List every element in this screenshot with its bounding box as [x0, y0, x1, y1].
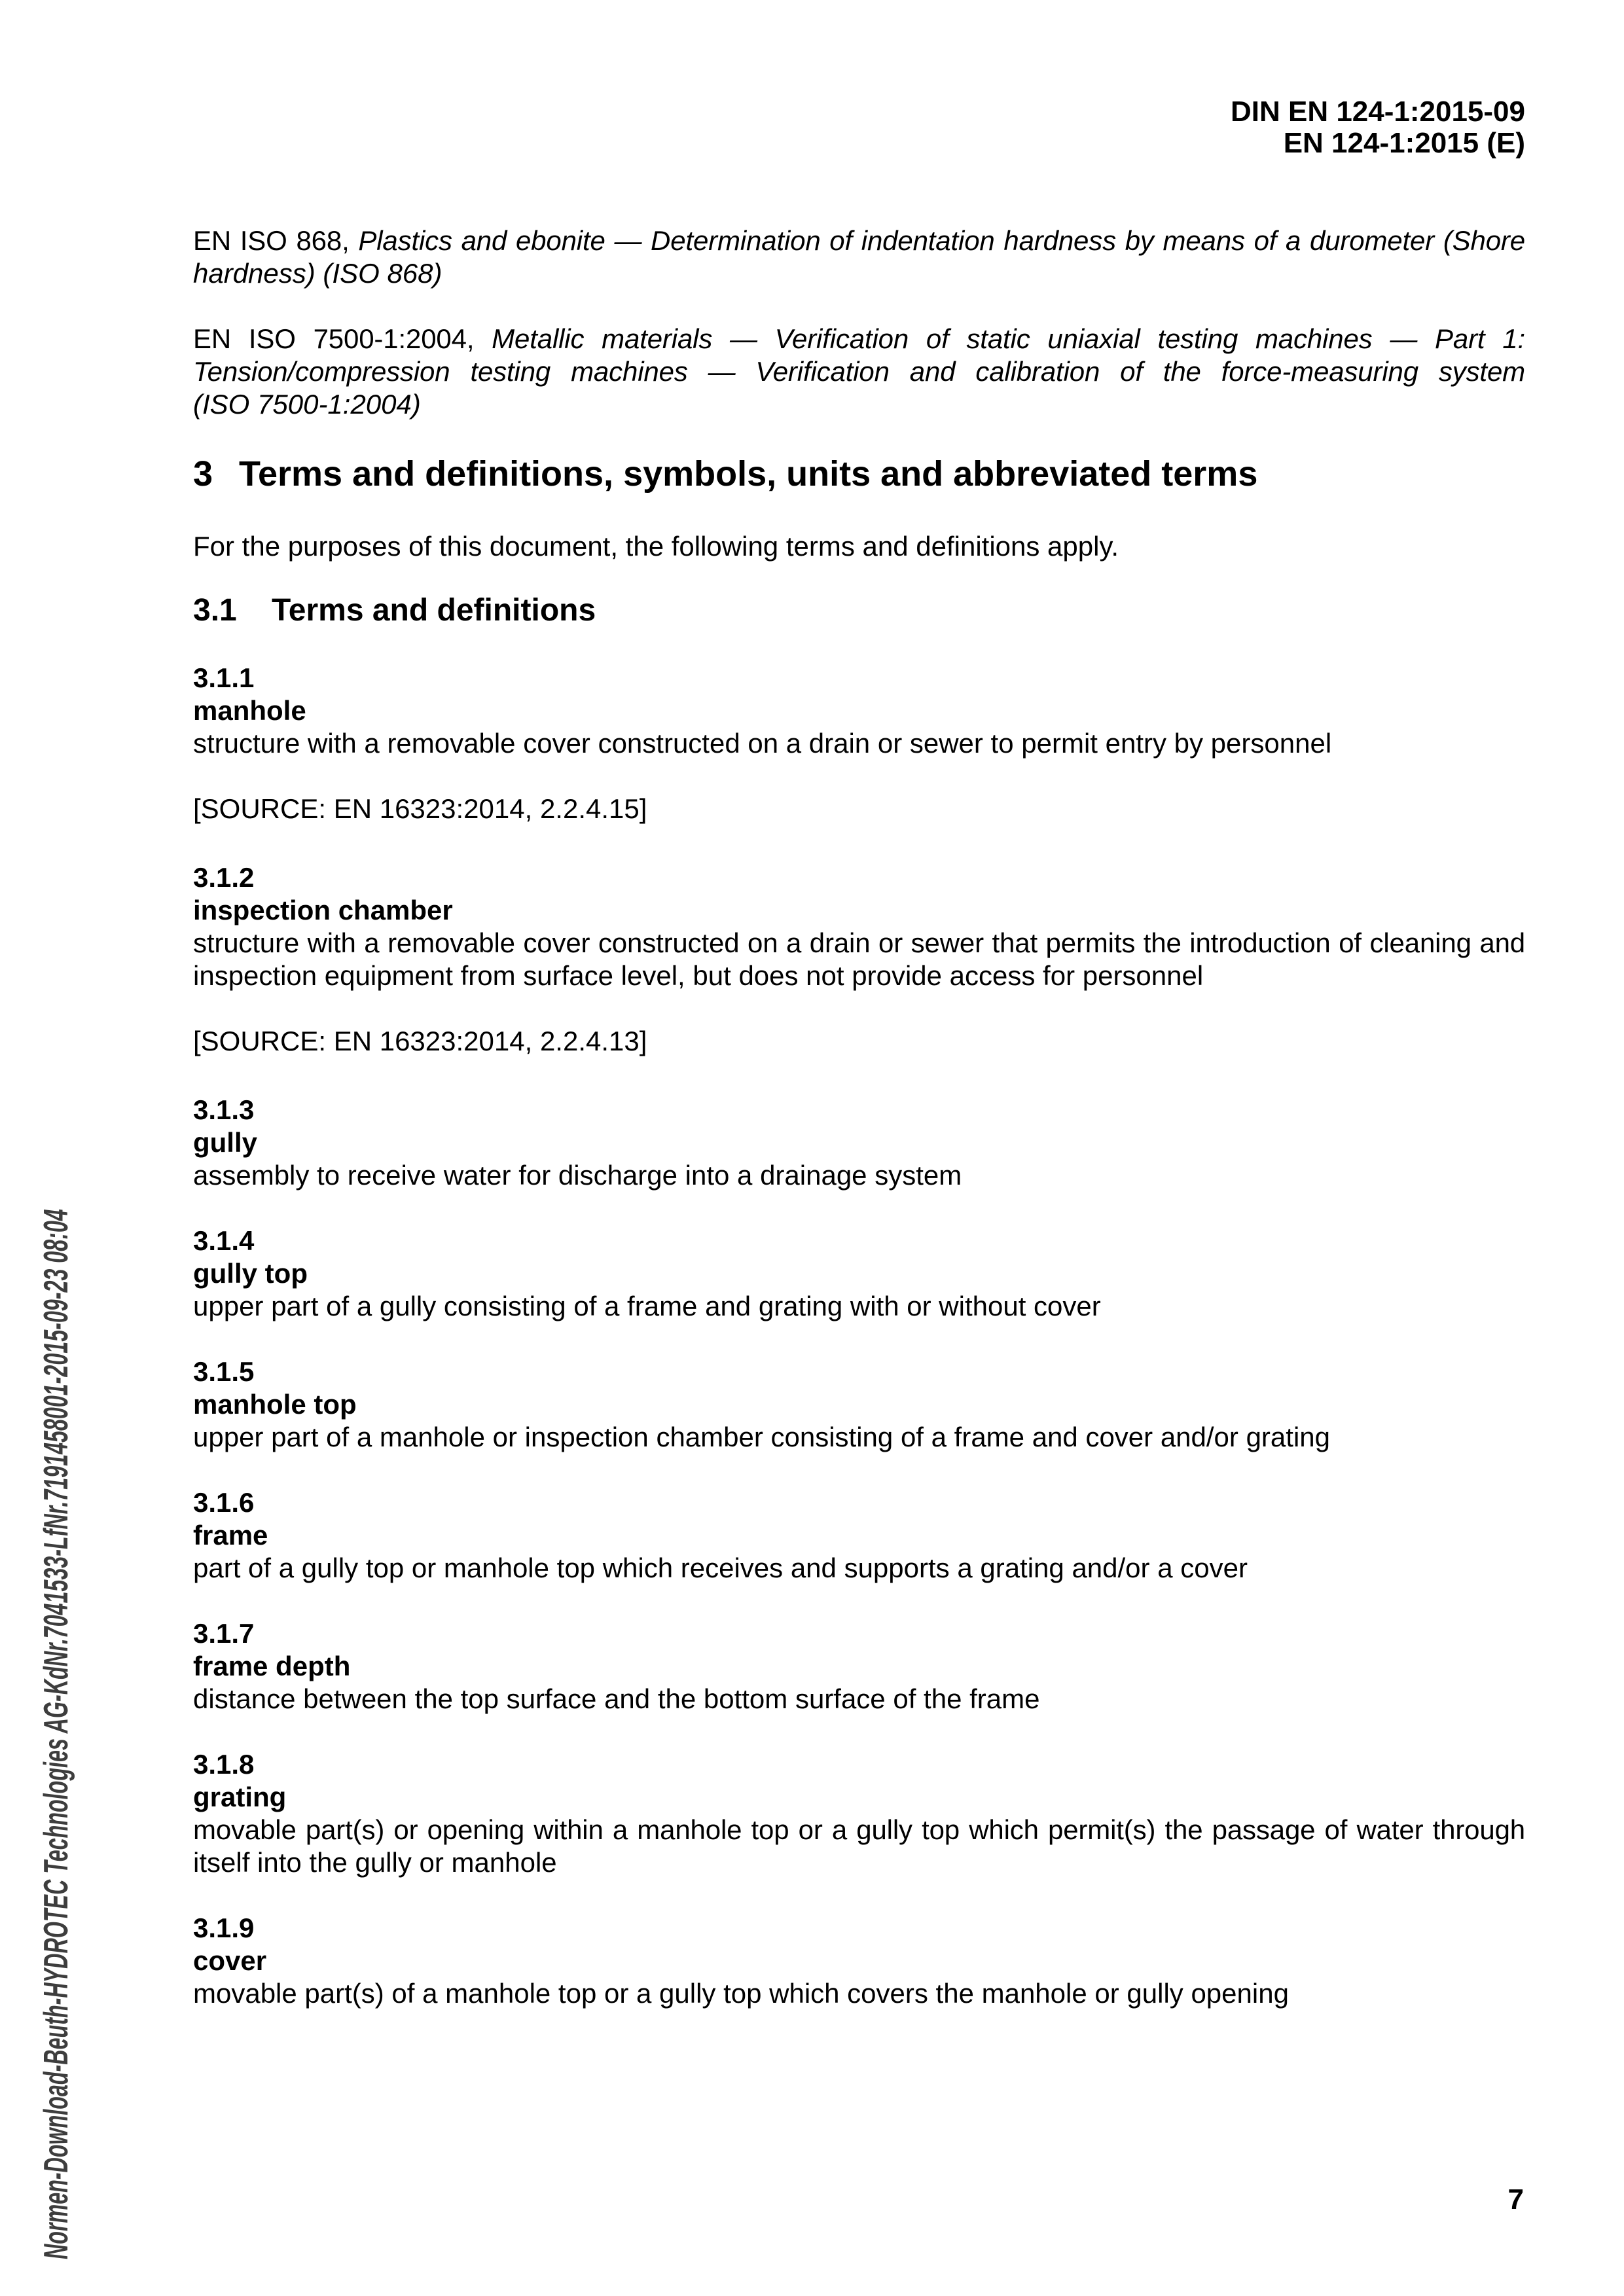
- term-number: 3.1.2: [193, 862, 255, 893]
- header-line-1: DIN EN 124-1:2015-09: [1230, 96, 1525, 128]
- term-number: 3.1.9: [193, 1912, 255, 1943]
- term-number: 3.1.8: [193, 1749, 255, 1780]
- term-name: gully: [193, 1127, 258, 1158]
- reference-title-line: hardness) (ISO 868): [193, 258, 442, 289]
- term-definition-line: movable part(s) or opening within a manhole top or a gully top which permit(s) the passage of water through: [193, 1814, 1525, 1845]
- term-number: 3.1.5: [193, 1356, 255, 1387]
- term-number: 3.1.4: [193, 1225, 255, 1256]
- page-header: [193, 96, 1525, 159]
- term-definition-line: itself into the gully or manhole: [193, 1847, 557, 1878]
- subsection-heading: [193, 592, 1525, 629]
- reference-code: EN ISO 7500-1:2004,: [193, 323, 475, 354]
- term-number: 3.1.7: [193, 1618, 255, 1649]
- term-number: 3.1.1: [193, 662, 255, 693]
- section-title: Terms and definitions, symbols, units and abbreviated terms: [239, 454, 1258, 493]
- section-number: 3: [193, 454, 213, 493]
- subsection-number: 3.1: [193, 593, 237, 628]
- term-number: 3.1.3: [193, 1094, 255, 1125]
- term-name: frame depth: [193, 1651, 351, 1681]
- term-name: frame: [193, 1520, 268, 1551]
- term-entry-3-1-3: [193, 1094, 1525, 1192]
- page-number: 7: [1507, 2183, 1524, 2215]
- term-name: gully top: [193, 1258, 308, 1289]
- watermark-text: Normen-Download-Beuth-HYDROTEC Technologies AG-KdNr.7041533-LfNr.7191458001-2015-09-23 08:04: [37, 1209, 75, 2259]
- term-name: inspection chamber: [193, 895, 453, 925]
- term-definition: upper part of a gully consisting of a frame and grating with or without cover: [193, 1291, 1101, 1321]
- reference-title-line: Tension/compression testing machines — Verification and calibration of the force-measuring system: [193, 356, 1525, 387]
- term-name: manhole: [193, 695, 306, 726]
- term-definition: [193, 1814, 1525, 1879]
- source-reference: [SOURCE: EN 16323:2014, 2.2.4.15]: [193, 793, 647, 824]
- intro-paragraph: For the purposes of this document, the following terms and definitions apply.: [193, 531, 1119, 562]
- term-definition-line: inspection equipment from surface level, but does not provide access for personnel: [193, 960, 1204, 991]
- reference-title-line: (ISO 7500-1:2004): [193, 389, 421, 420]
- term-definition: part of a gully top or manhole top which receives and supports a grating and/or a cover: [193, 1552, 1248, 1583]
- source-reference: [SOURCE: EN 16323:2014, 2.2.4.13]: [193, 1026, 647, 1056]
- reference-title-line: Plastics and ebonite — Determination of indentation hardness by means of a durometer (Shore: [358, 225, 1525, 256]
- term-definition: upper part of a manhole or inspection chamber consisting of a frame and cover and/or grating: [193, 1422, 1330, 1452]
- term-name: grating: [193, 1782, 287, 1812]
- header-line-2: EN 124-1:2015 (E): [1283, 127, 1525, 159]
- term-name: cover: [193, 1945, 267, 1976]
- term-definition-line: structure with a removable cover constructed on a drain or sewer that permits the introduction of cleaning and: [193, 927, 1525, 958]
- term-entry-3-1-7: [193, 1617, 1525, 1715]
- term-entry-3-1-4: [193, 1225, 1525, 1323]
- page-content: [193, 96, 1525, 2010]
- term-definition: [193, 927, 1525, 992]
- term-entry-3-1-1: [193, 662, 1525, 760]
- reference-paragraph-en-iso-7500: [193, 323, 1525, 421]
- term-name: manhole top: [193, 1389, 357, 1420]
- term-entry-3-1-8: [193, 1748, 1525, 1879]
- term-entry-3-1-5: [193, 1355, 1525, 1454]
- term-entry-3-1-2: [193, 861, 1525, 992]
- term-number: 3.1.6: [193, 1487, 255, 1518]
- term-definition: structure with a removable cover constructed on a drain or sewer to permit entry by personnel: [193, 728, 1332, 759]
- reference-title-line: Metallic materials — Verification of static uniaxial testing machines — Part 1:: [492, 323, 1525, 354]
- term-definition: movable part(s) of a manhole top or a gully top which covers the manhole or gully opening: [193, 1978, 1289, 2009]
- term-entry-3-1-6: [193, 1486, 1525, 1585]
- subsection-title: Terms and definitions: [272, 593, 596, 628]
- reference-paragraph-en-iso-868: [193, 224, 1525, 290]
- reference-code: EN ISO 868,: [193, 225, 350, 256]
- term-entry-3-1-9: [193, 1912, 1525, 2010]
- term-definition: distance between the top surface and the bottom surface of the frame: [193, 1683, 1040, 1714]
- section-heading: [193, 454, 1525, 494]
- term-definition: assembly to receive water for discharge into a drainage system: [193, 1160, 962, 1191]
